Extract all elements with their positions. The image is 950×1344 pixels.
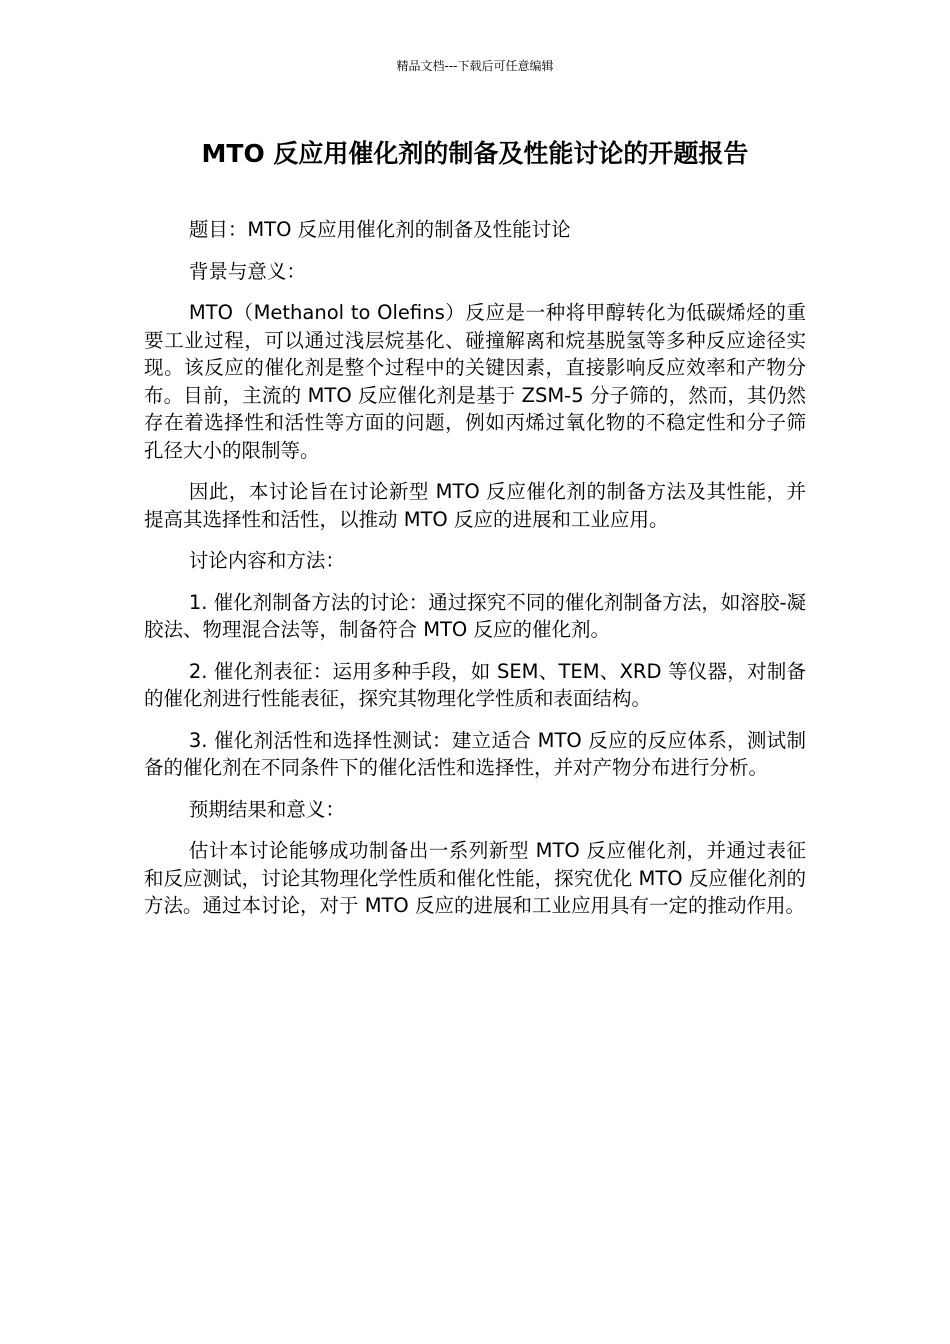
paragraph-method-2: 2. 催化剂表征：运用多种手段，如 SEM、TEM、XRD 等仪器，对制备的催化剂进行性能表征，探究其物理化学性质和表面结构。	[144, 659, 806, 710]
paragraph-method-1: 1. 催化剂制备方法的讨论：通过探究不同的催化剂制备方法，如溶胶-凝胶法、物理混合法等，制备符合 MTO 反应的催化剂。	[144, 590, 806, 641]
paragraph-background: MTO（Methanol to Olefins）反应是一种将甲醇转化为低碳烯烃的重要工业过程，可以通过浅层烷基化、碰撞解离和烷基脱氢等多种反应途径实现。该反应的催化剂是整个过程中的关键因素，直接影响反应效率和产物分布。目前，主流的 MTO 反应催化剂是基于 ZSM-5 分子筛的，然而，其仍然存在着选择性和活性等方面的问题，例如丙烯过氧化物的不稳定性和分子筛孔径大小的限制等。	[144, 301, 806, 462]
paragraph-methods-heading: 讨论内容和方法：	[188, 549, 345, 572]
paragraph-method-3: 3. 催化剂活性和选择性测试：建立适合 MTO 反应的反应体系，测试制备的催化剂在不同条件下的催化活性和选择性，并对产物分布进行分析。	[144, 728, 806, 779]
header-note: 精品文档---下载后可任意编辑	[396, 59, 554, 73]
document-body	[144, 216, 806, 934]
paragraph-background-heading: 背景与意义：	[188, 259, 306, 283]
paragraph-results: 估计本讨论能够成功制备出一系列新型 MTO 反应催化剂，并通过表征和反应测试，讨论其物理化学性质和催化性能，探究优化 MTO 反应催化剂的方法。通过本讨论，对于 MTO 反应的进展和工业应用具有一定的推动作用。	[144, 839, 806, 917]
document-title: MTO 反应用催化剂的制备及性能讨论的开题报告	[201, 139, 749, 168]
paragraph-topic: 题目：MTO 反应用催化剂的制备及性能讨论	[188, 218, 571, 241]
paragraph-purpose: 因此，本讨论旨在讨论新型 MTO 反应催化剂的制备方法及其性能，并提高其选择性和活性，以推动 MTO 反应的进展和工业应用。	[144, 480, 806, 531]
paragraph-results-heading: 预期结果和意义：	[188, 797, 345, 821]
